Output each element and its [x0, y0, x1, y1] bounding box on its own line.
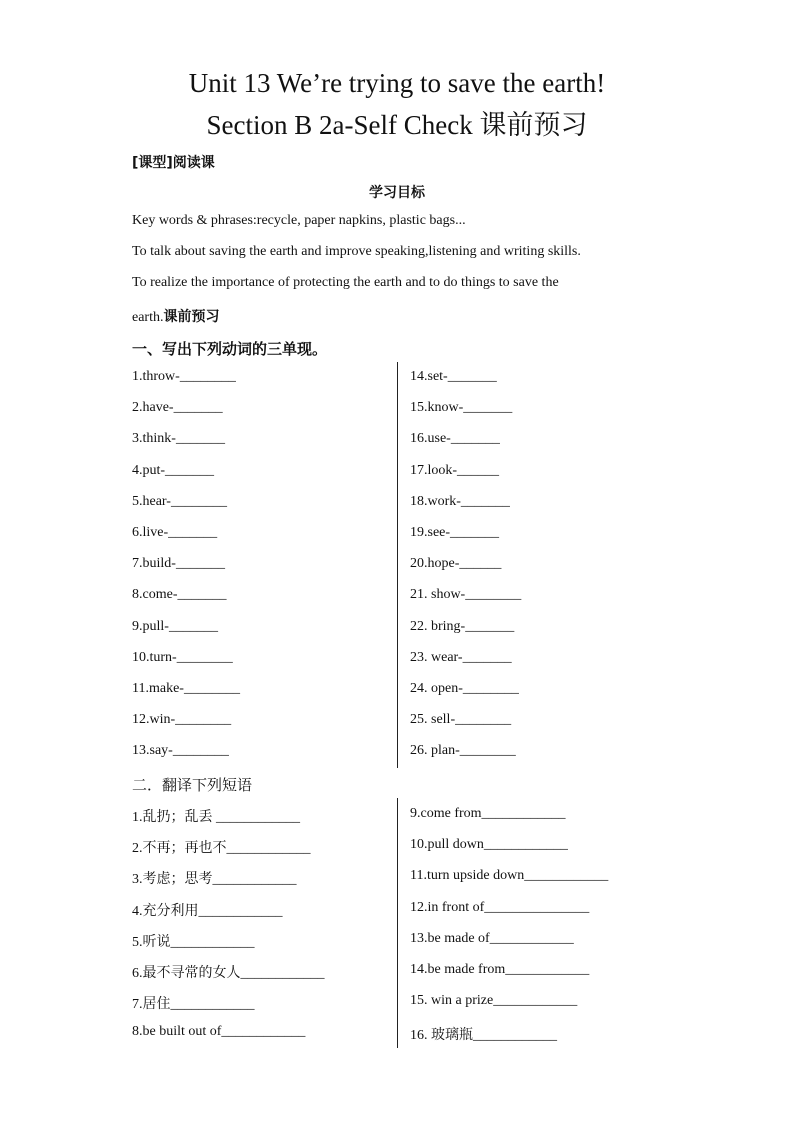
- verb-item-right-6: 19.see-_______: [410, 525, 500, 540]
- section2-heading: 二．翻译下列短语: [132, 776, 253, 794]
- phrase-item-left-2: 2.不再；再也不____________: [132, 841, 311, 857]
- verb-item-left-4: 4.put-_______: [132, 462, 215, 478]
- verb-item-left-11: 11.make-________: [132, 681, 240, 696]
- phrase-item-left-3: 3.考虑；思考____________: [132, 872, 297, 888]
- page-title: Unit 13 We’re trying to save the earth!: [188, 68, 606, 98]
- phrase-item-right-6: 14.be made from____________: [410, 962, 590, 977]
- verb-item-right-5: 18.work-_______: [410, 493, 510, 509]
- phrase-item-right-8: 16. 玻璃瓶____________: [410, 1028, 557, 1044]
- objective-line-2: To talk about saving the earth and improve speaking,listening and writing skills.: [132, 244, 581, 259]
- page-subtitle: Section B 2a-Self Check 课前预习: [206, 110, 588, 140]
- verb-item-left-10: 10.turn-________: [132, 649, 233, 665]
- objective-line-4: [132, 306, 219, 326]
- objectives-heading: 学习目标: [369, 185, 425, 201]
- phrase-item-left-5: 5.听说____________: [132, 934, 255, 950]
- section1-heading: 一、写出下列动词的三单现。: [132, 340, 328, 358]
- verb-item-left-8: 8.come-_______: [132, 587, 227, 603]
- verb-item-right-9: 22. bring-_______: [410, 618, 515, 634]
- verb-item-left-9: 9.pull-_______: [132, 618, 218, 634]
- objective-line-1: Key words & phrases:recycle, paper napkins, plastic bags...: [132, 213, 466, 228]
- phrase-item-left-4: 4.充分利用____________: [132, 903, 283, 919]
- verb-item-right-2: 15.know-_______: [410, 400, 513, 416]
- phrase-item-left-8: 8.be built out of____________: [132, 1024, 306, 1040]
- verb-item-left-12: 12.win-________: [132, 712, 232, 728]
- verb-item-left-3: 3.think-_______: [132, 431, 225, 447]
- verb-item-right-3: 16.use-_______: [410, 431, 500, 447]
- phrase-item-right-2: 10.pull down____________: [410, 837, 568, 853]
- objective-line-3: To realize the importance of protecting the earth and to do things to save the: [132, 275, 559, 290]
- phrase-item-left-6: 6.最不寻常的女人____________: [132, 966, 325, 981]
- phrase-item-right-3: 11.turn upside down____________: [410, 868, 609, 884]
- verb-item-left-2: 2.have-_______: [132, 400, 223, 416]
- phrase-item-right-1: 9.come from____________: [410, 806, 566, 821]
- verb-item-right-10: 23. wear-_______: [410, 649, 512, 665]
- verb-item-right-13: 26. plan-________: [410, 743, 516, 759]
- phrase-item-left-1: 1.乱扔；乱丢 ____________: [132, 810, 300, 825]
- preview-label: 课前预习: [163, 309, 220, 325]
- verb-item-right-7: 20.hope-______: [410, 556, 502, 572]
- section1-divider: [397, 362, 398, 768]
- phrase-item-right-5: 13.be made of____________: [410, 930, 574, 946]
- phrase-item-left-7: 7.居住____________: [132, 997, 255, 1013]
- verb-item-right-11: 24. open-________: [410, 681, 519, 696]
- section2-divider: [397, 798, 398, 1048]
- verb-item-left-5: 5.hear-________: [132, 493, 227, 509]
- phrase-item-right-7: 15. win a prize____________: [410, 993, 578, 1009]
- verb-item-right-8: 21. show-________: [410, 587, 522, 603]
- verb-item-left-1: 1.throw-________: [132, 369, 236, 384]
- verb-item-left-7: 7.build-_______: [132, 556, 225, 572]
- verb-item-right-4: 17.look-______: [410, 462, 500, 478]
- lesson-type-label: [课型]阅读课: [132, 155, 215, 171]
- objective-line-4-text: earth.: [132, 310, 164, 325]
- phrase-item-right-4: 12.in front of_______________: [410, 899, 590, 915]
- verb-item-right-1: 14.set-_______: [410, 369, 497, 384]
- verb-item-right-12: 25. sell-________: [410, 712, 512, 728]
- verb-item-left-6: 6.live-_______: [132, 525, 218, 540]
- verb-item-left-13: 13.say-________: [132, 743, 229, 759]
